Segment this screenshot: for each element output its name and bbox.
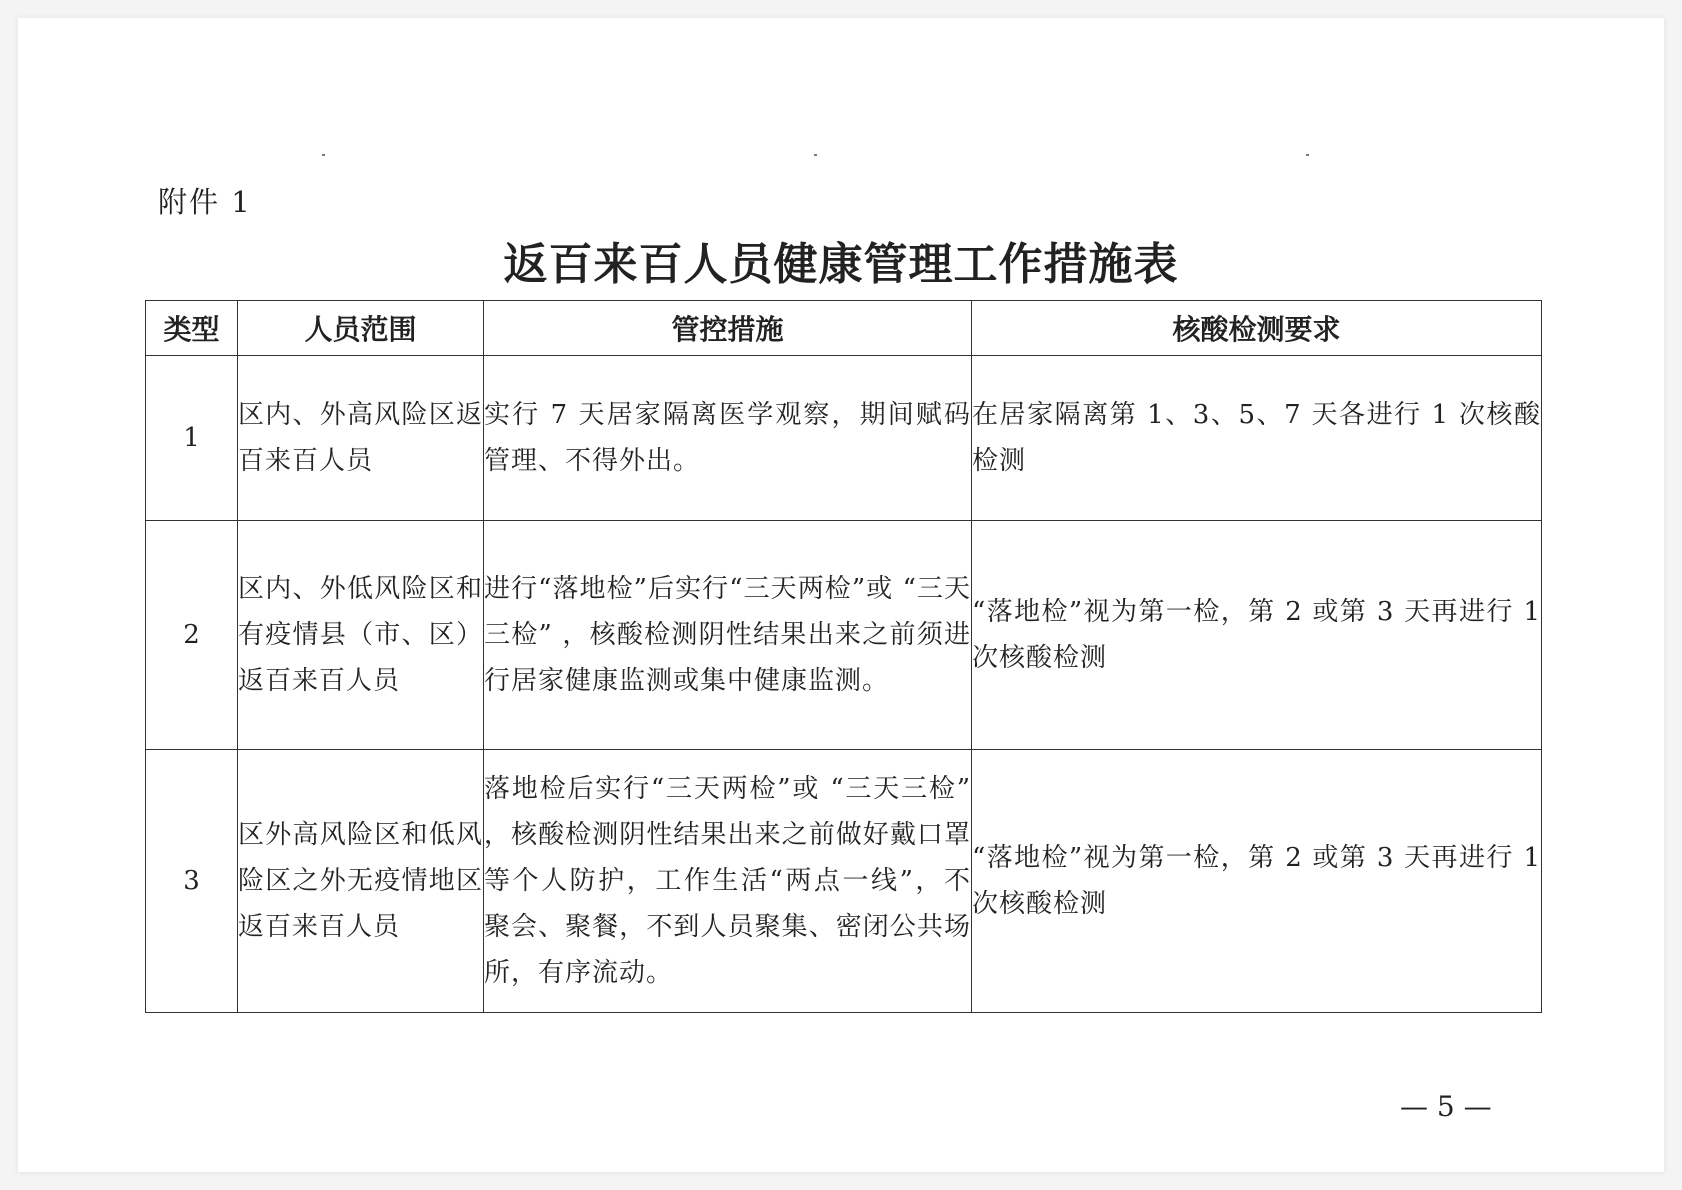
cell-type: 2 — [146, 521, 238, 750]
page-number: — 5 — — [1400, 1090, 1492, 1123]
scan-mark — [322, 154, 325, 156]
attachment-label: 附件 1 — [158, 185, 252, 219]
cell-type: 3 — [146, 750, 238, 1013]
scan-mark — [814, 154, 817, 156]
table-row — [146, 521, 1542, 750]
document-page — [18, 18, 1664, 1172]
header-measures: 管控措施 — [484, 301, 972, 356]
cell-measures: 实行 7 天居家隔离医学观察，期间赋码管理、不得外出。 — [484, 356, 972, 521]
document-title: 返百来百人员健康管理工作措施表 — [503, 239, 1179, 290]
cell-testing: 在居家隔离第 1、3、5、7 天各进行 1 次核酸检测 — [972, 356, 1542, 521]
header-testing: 核酸检测要求 — [972, 301, 1542, 356]
cell-measures: 落地检后实行“三天两检”或 “三天三检” ，核酸检测阴性结果出来之前做好戴口罩等个人防护，工作生活“两点一线”，不聚会、聚餐，不到人员聚集、密闭公共场所，有序流动。 — [484, 750, 972, 1013]
header-type: 类型 — [146, 301, 238, 356]
scan-mark — [1306, 154, 1309, 156]
header-scope: 人员范围 — [238, 301, 484, 356]
cell-testing: “落地检”视为第一检，第 2 或第 3 天再进行 1 次核酸检测 — [972, 521, 1542, 750]
measures-table — [145, 300, 1542, 1013]
table-row — [146, 356, 1542, 521]
cell-measures: 进行“落地检”后实行“三天两检”或 “三天三检” ，核酸检测阴性结果出来之前须进行居家健康监测或集中健康监测。 — [484, 521, 972, 750]
cell-scope: 区内、外高风险区返百来百人员 — [238, 356, 484, 521]
table-row — [146, 750, 1542, 1013]
cell-scope: 区外高风险区和低风险区之外无疫情地区返百来百人员 — [238, 750, 484, 1013]
cell-scope: 区内、外低风险区和有疫情县（市、区）返百来百人员 — [238, 521, 484, 750]
cell-testing: “落地检”视为第一检，第 2 或第 3 天再进行 1 次核酸检测 — [972, 750, 1542, 1013]
cell-type: 1 — [146, 356, 238, 521]
table-header-row — [146, 301, 1542, 356]
